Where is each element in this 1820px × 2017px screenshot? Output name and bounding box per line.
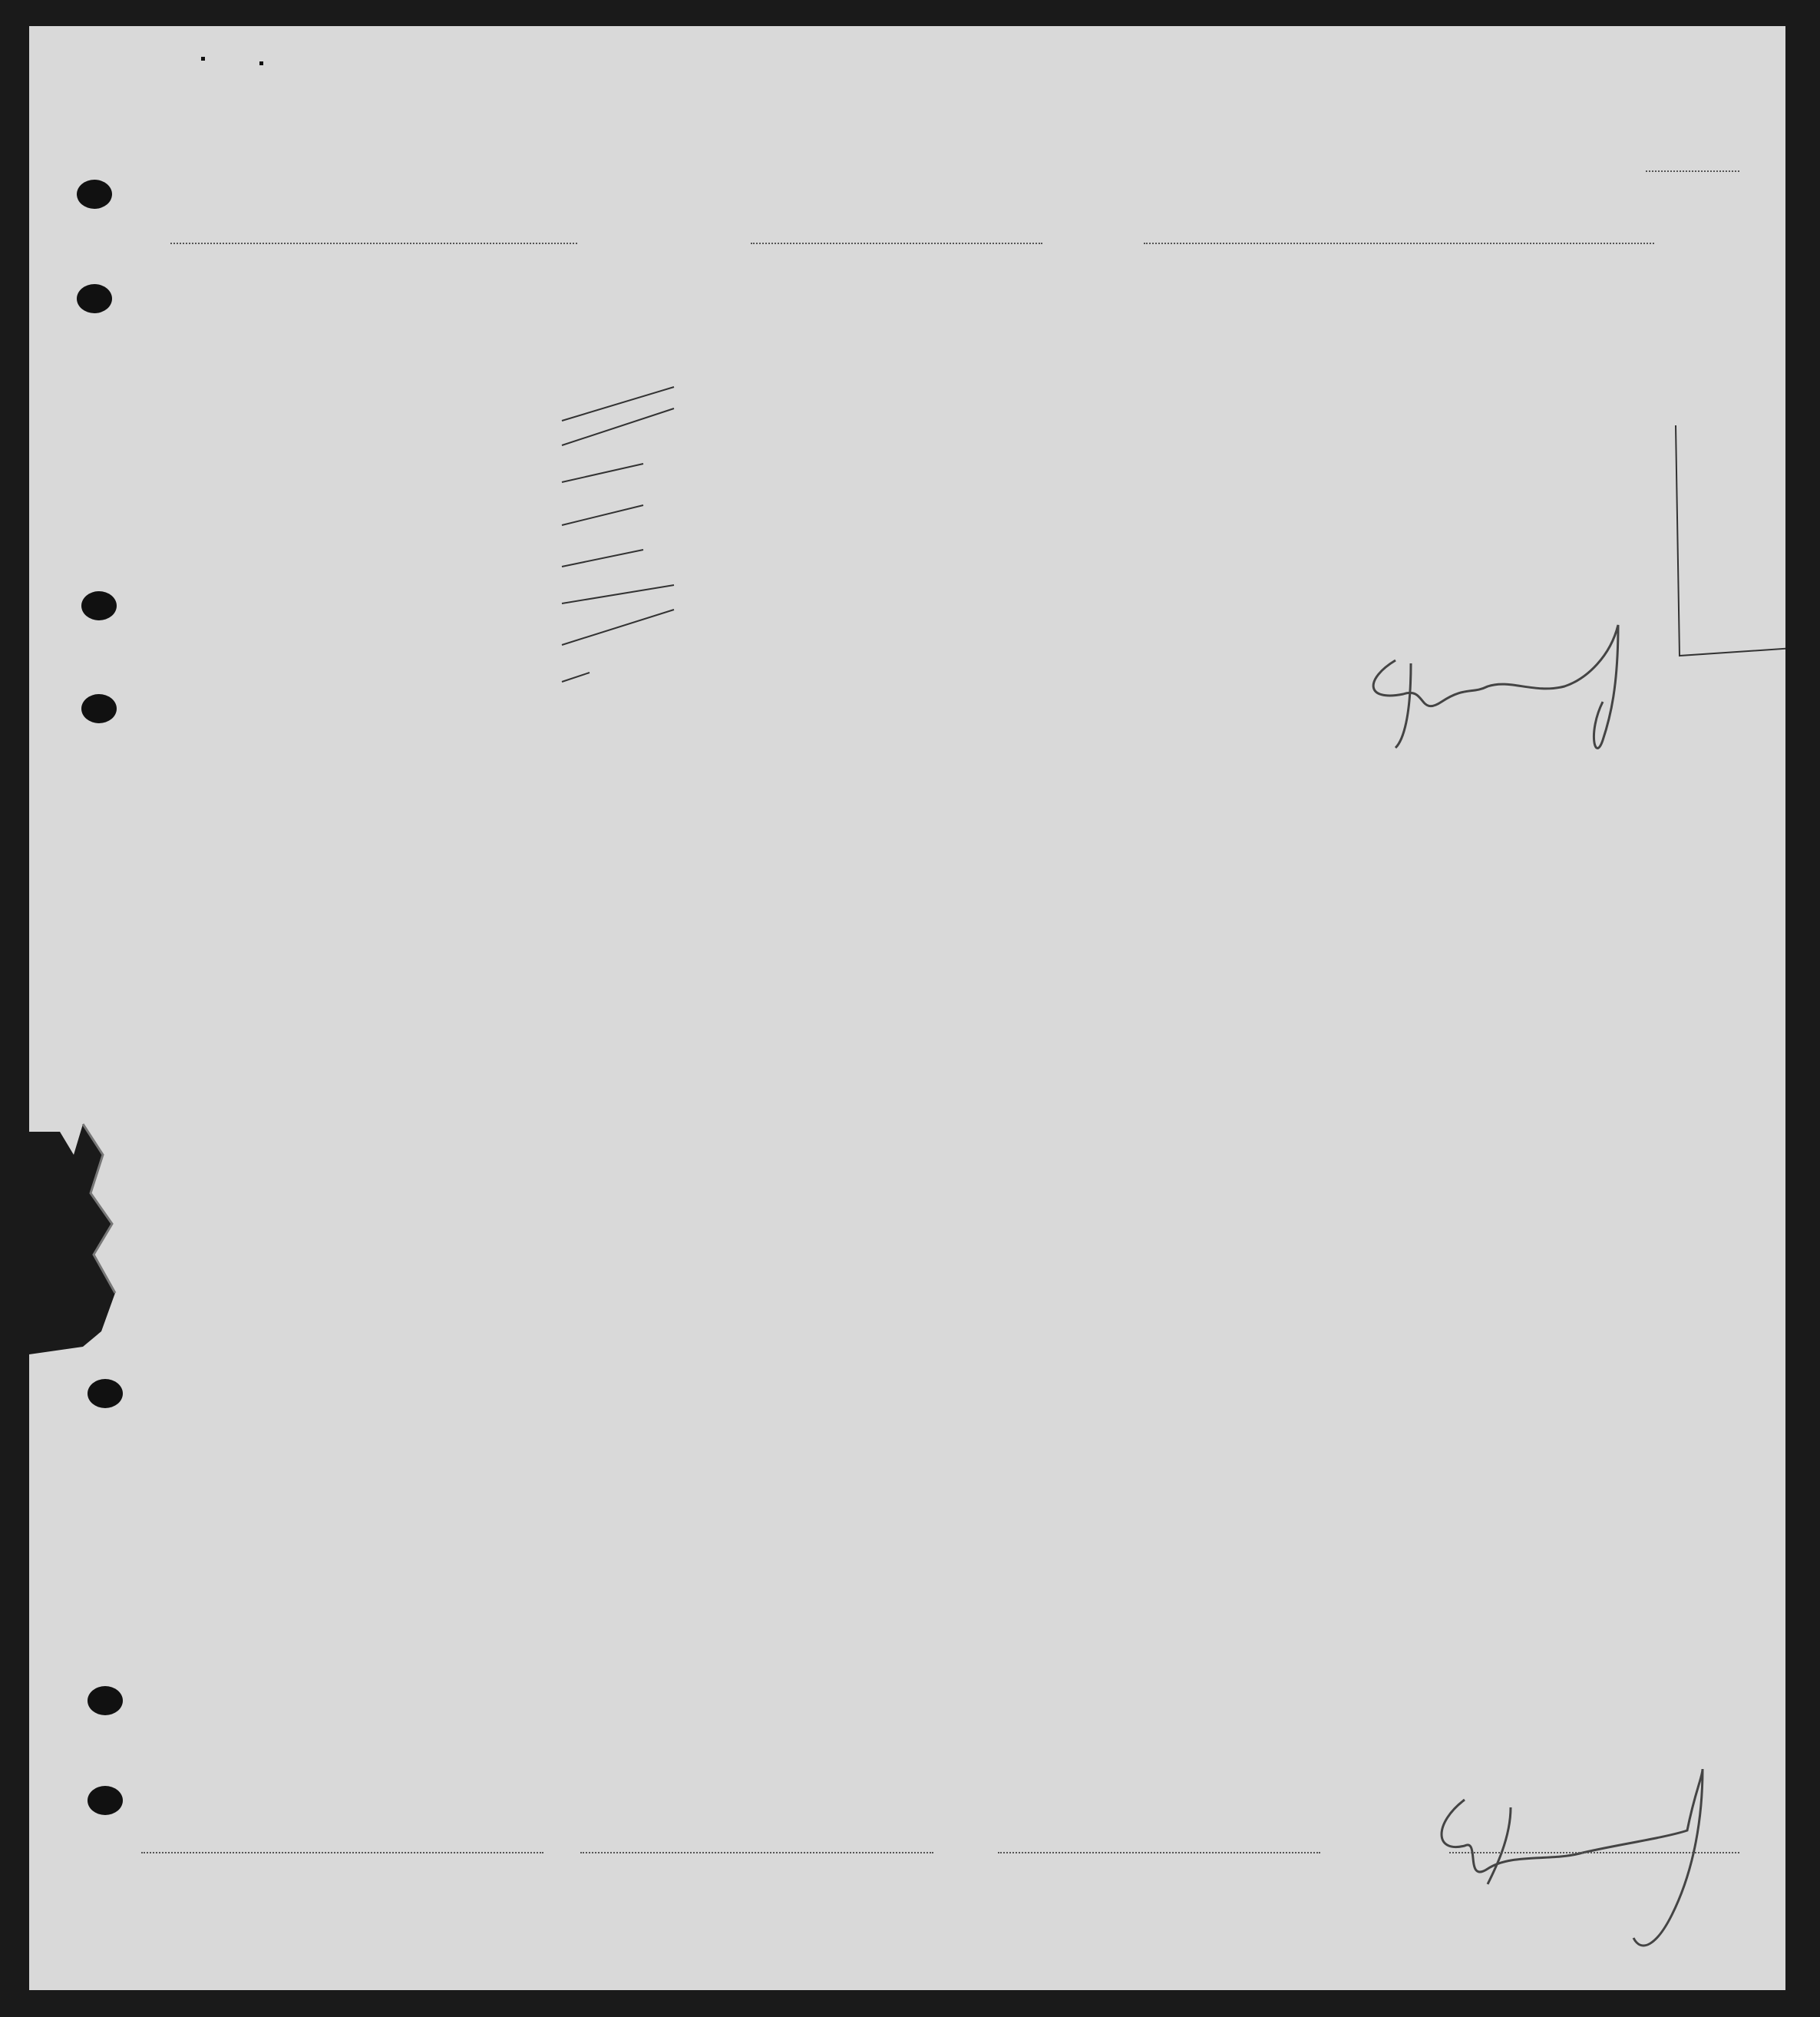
local-agents-field [998, 1852, 1320, 1853]
owners-field [580, 1852, 933, 1853]
handwritten-marks [29, 26, 1785, 1990]
immigration-officer-field [1449, 1852, 1739, 1853]
officer-bracket-line [1676, 425, 1785, 656]
officer-signature [1442, 1769, 1703, 1946]
manifest-sheet [29, 26, 1785, 1990]
strike-marks [562, 387, 674, 682]
line-field [141, 1852, 543, 1853]
signature-mark [1373, 625, 1618, 748]
